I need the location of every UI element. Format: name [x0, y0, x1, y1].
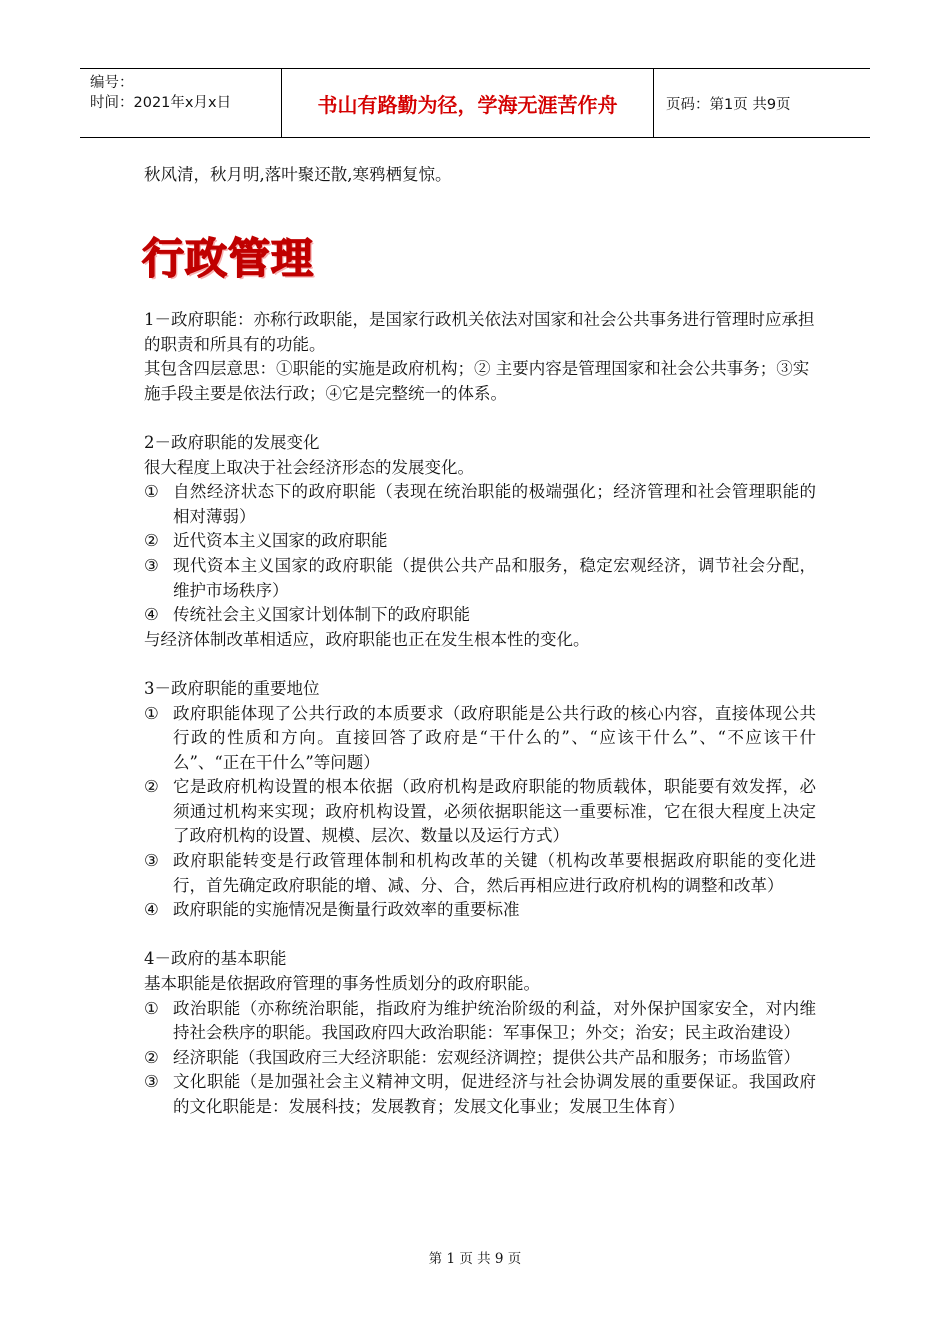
item-number: ① [144, 482, 159, 502]
item-text: 近代资本主义国家的政府职能 [173, 531, 388, 551]
section-heading: 3－政府职能的重要地位 [144, 678, 320, 698]
poem-line: 秋风清，秋月明,落叶聚还散,寒鸦栖复惊。 [144, 165, 452, 184]
item-text: 文化职能（是加强社会主义精神文明，促进经济与社会协调发展的重要保证。我国政府的文化职能是：发展科技；发展教育；发展文化事业；发展卫生体育） [173, 1072, 816, 1116]
section-1 [144, 308, 816, 406]
document-date: 时间：2021年x月x日 [90, 95, 232, 111]
item-number: ② [144, 1047, 159, 1067]
list-item [144, 603, 816, 628]
item-number: ① [144, 998, 159, 1018]
item-number: ① [144, 703, 159, 723]
item-text: 它是政府机构设置的根本依据（政府机构是政府职能的物质载体，职能要有效发挥，必须通过机构来实现；政府机构设置，必须依据职能这一重要标准，它在很大程度上决定了政府机构的设置、规模、层次、数量以及运行方式） [173, 777, 816, 846]
list-item [144, 775, 816, 849]
item-number: ③ [144, 555, 159, 575]
list-item [144, 1046, 816, 1071]
section-intro: 很大程度上取决于社会经济形态的发展变化。 [144, 457, 474, 477]
section-1-meaning: 其包含四层意思：①职能的实施是政府机构；② 主要内容是管理国家和社会公共事务；③实施手段主要是依法行政；④它是完整统一的体系。 [144, 359, 810, 403]
section-3 [144, 677, 816, 923]
list-item [144, 898, 816, 923]
item-number: ③ [144, 1072, 159, 1092]
main-content [144, 308, 816, 1144]
item-number: ② [144, 777, 159, 797]
list-item [144, 529, 816, 554]
header-meta [80, 69, 282, 137]
header-page-info: 页码：第1页 共9页 [666, 96, 791, 113]
item-text: 政府职能体现了公共行政的本质要求（政府职能是公共行政的核心内容，直接体现公共行政的性质和方向。直接回答了政府是“干什么的”、“应该干什么”、“不应该干什么”、“正在干什么”等问题） [173, 703, 816, 772]
section-outro: 与经济体制改革相适应，政府职能也正在发生根本性的变化。 [144, 629, 590, 649]
section-heading: 4－政府的基本职能 [144, 949, 287, 969]
item-number: ③ [144, 851, 159, 871]
list-item [144, 554, 816, 603]
list-item [144, 849, 816, 898]
list-item [144, 997, 816, 1046]
item-number: ② [144, 531, 159, 551]
item-text: 自然经济状态下的政府职能（表现在统治职能的极端强化；经济管理和社会管理职能的相对薄弱） [173, 482, 816, 526]
item-number: ④ [144, 900, 159, 920]
document-title: 行政管理 [142, 234, 315, 283]
item-text: 传统社会主义国家计划体制下的政府职能 [173, 605, 470, 625]
list-item [144, 702, 816, 776]
header-motto: 书山有路勤为径，学海无涯苦作舟 [282, 69, 654, 137]
item-text: 经济职能（我国政府三大经济职能：宏观经济调控；提供公共产品和服务；市场监管） [173, 1047, 800, 1067]
section-1-definition: 1－政府职能：亦称行政职能，是国家行政机关依法对国家和社会公共事务进行管理时应承担的职责和所具有的功能。 [144, 310, 815, 354]
section-heading: 2－政府职能的发展变化 [144, 432, 320, 452]
item-text: 政治职能（亦称统治职能，指政府为维护统治阶级的利益，对外保护国家安全，对内维持社会秩序的职能。我国政府四大政治职能：军事保卫；外交；治安；民主政治建设） [173, 998, 816, 1043]
page-footer: 第 1 页 共 9 页 [428, 1251, 522, 1267]
item-text: 现代资本主义国家的政府职能（提供公共产品和服务，稳定宏观经济，调节社会分配，维护市场秩序） [173, 555, 816, 600]
section-2 [144, 431, 816, 652]
list-item [144, 480, 816, 529]
list-item [144, 1070, 816, 1119]
section-intro: 基本职能是依据政府管理的事务性质划分的政府职能。 [144, 974, 540, 994]
item-text: 政府职能的实施情况是衡量行政效率的重要标准 [173, 900, 520, 920]
page-header [80, 68, 870, 138]
item-number: ④ [144, 605, 159, 625]
item-text: 政府职能转变是行政管理体制和机构改革的关键（机构改革要根据政府职能的变化进行，首先确定政府职能的增、减、分、合，然后再相应进行政府机构的调整和改革） [173, 851, 816, 895]
section-4 [144, 947, 816, 1119]
document-number-label: 编号： [90, 75, 134, 91]
